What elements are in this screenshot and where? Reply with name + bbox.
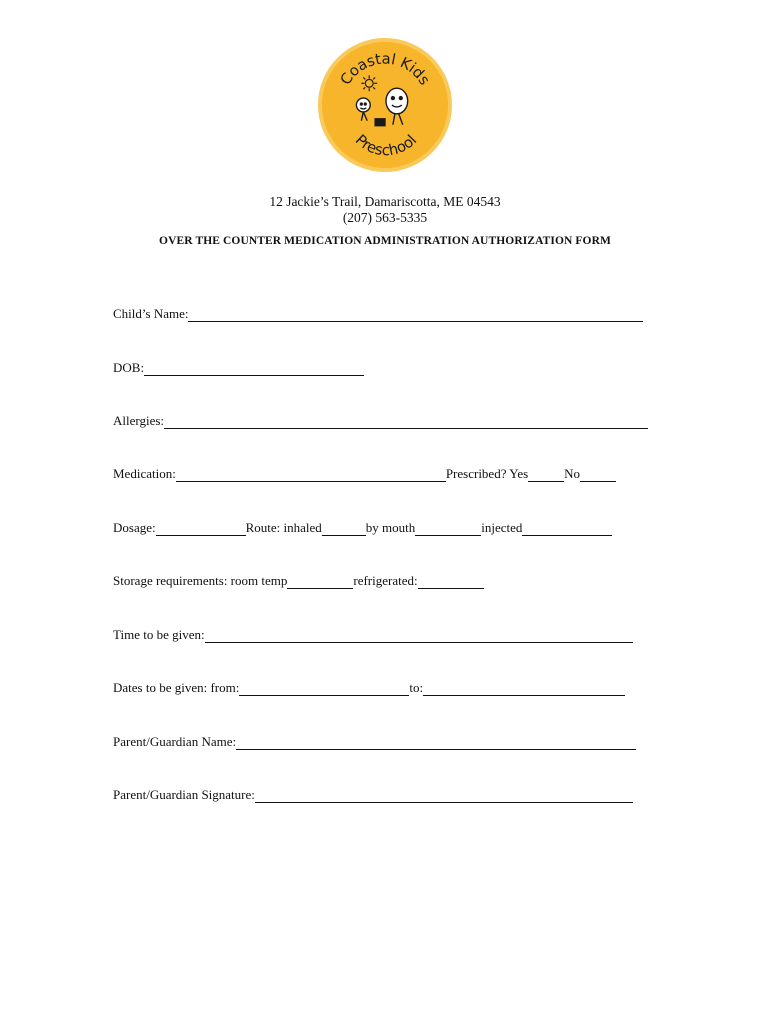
refrigerated-field[interactable] [418, 575, 484, 589]
address-block [0, 194, 770, 226]
dates-given-row [113, 680, 625, 696]
dosage-field[interactable] [156, 522, 246, 536]
injected-label: injected [481, 520, 523, 535]
dosage-label: Dosage: [113, 520, 156, 535]
guardian-name-row [113, 734, 636, 750]
refrigerated-label: refrigerated: [353, 573, 418, 588]
medication-field[interactable] [176, 468, 446, 482]
guardian-signature-label: Parent/Guardian Signature: [113, 787, 255, 802]
phone-number: (207) 563-5335 [342, 210, 428, 225]
medication-label: Medication: [113, 466, 176, 481]
prescribed-label: Prescribed? Yes [445, 466, 529, 481]
allergies-label: Allergies: [113, 413, 165, 428]
route-inhaled-label: Route: inhaled [245, 520, 322, 535]
logo-top-text: Coastal Kids [337, 50, 433, 89]
dosage-row [113, 520, 612, 536]
by-mouth-field[interactable] [415, 522, 481, 536]
prescribed-no-field[interactable] [580, 468, 616, 482]
medication-row [113, 466, 616, 482]
form-title: OVER THE COUNTER MEDICATION ADMINISTRATION AUTHORIZATION FORM [159, 235, 611, 247]
guardian-name-field[interactable] [236, 736, 636, 750]
dob-field[interactable] [144, 362, 364, 376]
dates-to-field[interactable] [423, 682, 625, 696]
prescribed-no-label: No [564, 466, 581, 481]
time-given-row [113, 627, 633, 643]
allergies-field[interactable] [164, 415, 648, 429]
guardian-signature-field[interactable] [255, 789, 633, 803]
injected-field[interactable] [522, 522, 612, 536]
dates-from-field[interactable] [239, 682, 409, 696]
dob-label: DOB: [113, 360, 145, 375]
prescribed-yes-field[interactable] [528, 468, 564, 482]
dob-row [113, 360, 364, 376]
guardian-name-label: Parent/Guardian Name: [113, 734, 237, 749]
guardian-signature-row [113, 787, 633, 803]
route-inhaled-field[interactable] [322, 522, 366, 536]
child-name-field[interactable] [188, 308, 643, 322]
room-temp-label: Storage requirements: room temp [113, 573, 288, 588]
child-name-label: Child’s Name: [113, 306, 189, 321]
coastal-kids-preschool-logo [316, 36, 454, 174]
child-name-row [113, 306, 643, 322]
logo-bottom-text: Preschool [351, 131, 421, 160]
by-mouth-label: by mouth [365, 520, 416, 535]
room-temp-field[interactable] [287, 575, 353, 589]
storage-row [113, 573, 484, 589]
time-given-label: Time to be given: [113, 627, 205, 642]
time-given-field[interactable] [205, 629, 633, 643]
allergies-row [113, 413, 648, 429]
dates-to-label: to: [409, 680, 424, 695]
street-address: 12 Jackie’s Trail, Damariscotta, ME 04543 [269, 194, 501, 209]
dates-from-label: Dates to be given: from: [113, 680, 240, 695]
